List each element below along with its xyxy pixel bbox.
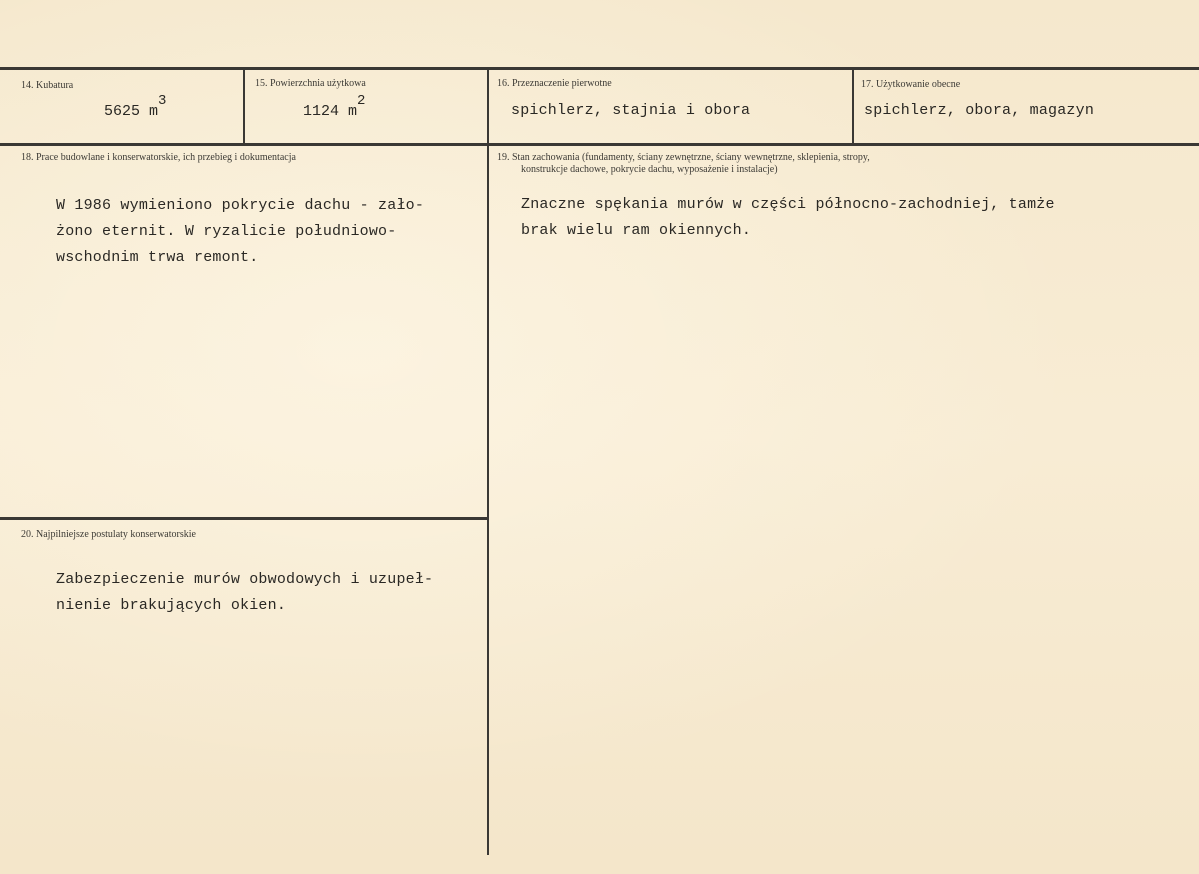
field-19-line-1: Znaczne spękania murów w części północno-zachodniej, tamże bbox=[521, 196, 1055, 213]
field-20-text bbox=[56, 567, 433, 619]
field-20-line-2: nienie brakujących okien. bbox=[56, 597, 287, 614]
field-17-label: 17. Użytkowanie obecne bbox=[861, 79, 961, 90]
field-14-value bbox=[104, 93, 167, 120]
field-19-line-2: brak wielu ram okiennych. bbox=[521, 222, 752, 239]
field-14-value-text: 5625 m bbox=[104, 103, 159, 120]
field-14-unit-power: 3 bbox=[158, 93, 167, 109]
field-18-line-2: żono eternit. W ryzalicie południowo- bbox=[56, 223, 397, 240]
field-19-label-line-1: 19. Stan zachowania (fundamenty, ściany zewnętrzne, ściany wewnętrzne, sklepienia, stropy, bbox=[497, 152, 870, 163]
field-17-value: spichlerz, obora, magazyn bbox=[864, 102, 1095, 119]
field-18-line-3: wschodnim trwa remont. bbox=[56, 249, 259, 266]
row1-bottom-line bbox=[0, 143, 1199, 146]
field-16-value: spichlerz, stajnia i obora bbox=[511, 102, 751, 119]
section20-top-line bbox=[0, 517, 489, 520]
divider-14-15 bbox=[243, 69, 245, 145]
field-20-line-1: Zabezpieczenie murów obwodowych i uzupeł- bbox=[56, 571, 434, 588]
divider-15-16 bbox=[487, 69, 489, 855]
divider-16-17 bbox=[852, 69, 854, 145]
field-19-label-line-2: konstrukcje dachowe, pokrycie dachu, wyposażenie i instalacje) bbox=[521, 164, 778, 175]
field-18-text bbox=[56, 193, 424, 271]
field-18-label: 18. Prace budowlane i konserwatorskie, ich przebieg i dokumentacja bbox=[21, 152, 296, 163]
field-15-unit-power: 2 bbox=[357, 93, 366, 109]
top-border-line bbox=[0, 67, 1199, 70]
field-16-label: 16. Przeznaczenie pierwotne bbox=[497, 78, 612, 89]
field-14-label: 14. Kubatura bbox=[21, 80, 74, 91]
field-19-text bbox=[521, 192, 1055, 244]
field-15-value-text: 1124 m bbox=[303, 103, 358, 120]
field-15-value bbox=[303, 93, 366, 120]
field-15-label: 15. Powierzchnia użytkowa bbox=[255, 78, 366, 89]
field-20-label: 20. Najpilniejsze postulaty konserwatorskie bbox=[21, 529, 196, 540]
field-18-line-1: W 1986 wymieniono pokrycie dachu - zało- bbox=[56, 197, 425, 214]
